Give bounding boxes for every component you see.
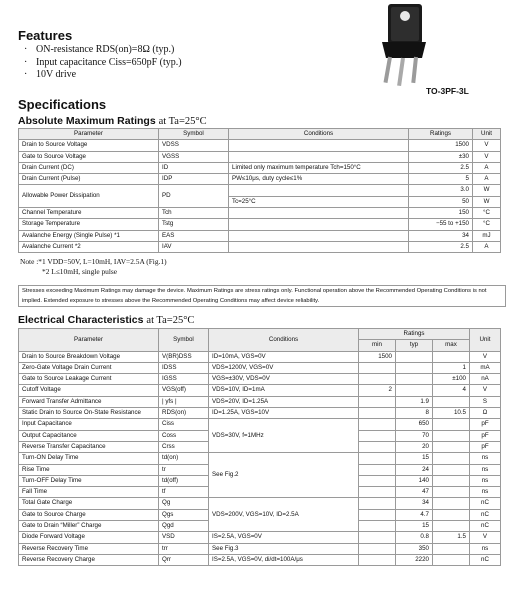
elec-table	[18, 328, 501, 566]
table-row: Turn-ON Delay Time td(on) See Fig.2 15 ns	[19, 453, 501, 464]
table-row: Drain to Source Breakdown Voltage V(BR)DSS ID=10mA, VGS=0V 1500 V	[19, 351, 501, 362]
table-row: Fall Time tf 47 ns	[19, 487, 501, 498]
features-list	[24, 44, 182, 82]
elec-title: Electrical Characteristics at Ta=25°C	[18, 314, 195, 326]
table-row: Reverse Recovery Charge Qrr IS=2.5A, VGS=0V, di/dt=100A/μs 2220 nC	[19, 554, 501, 565]
table-row: Input Capacitance Ciss VDS=30V, f=1MHz 650 pF	[19, 419, 501, 430]
feature-item: · Input capacitance Ciss=650pF (typ.)	[24, 56, 182, 68]
table-row: Gate to Source Leakage Current IGSS VGS=±30V, VDS=0V ±100 nA	[19, 374, 501, 385]
abs-max-table	[18, 128, 501, 253]
table-row: Diode Forward Voltage VSD IS=2.5A, VGS=0V 0.8 1.5 V	[19, 532, 501, 543]
abs-notes: Note :*1 VDD=50V, L=10mH, IAV=2.5A (Fig.1) *2 L≤10mH, single pulse	[20, 257, 167, 276]
table-row: Gate to Drain “Miller” Charge Qgd 15 nC	[19, 521, 501, 532]
table-row: Allowable Power Dissipation PD 3.0 W	[19, 185, 501, 196]
abs-max-title: Absolute Maximum Ratings at Ta=25°C	[18, 115, 207, 127]
features-title: Features	[18, 28, 73, 43]
feature-item: · ON-resistance RDS(on)=8Ω (typ.)	[24, 44, 175, 55]
specifications-title: Specifications	[18, 97, 107, 112]
table-row: Gate to Source Voltage VGSS ±30 V	[19, 151, 501, 162]
disclaimer-box: Stresses exceeding Maximum Ratings may damage the device. Maximum Ratings are stress ratings only. Functional operation above the Recommended Operating Conditions is not implied. Extended exposure to stresses above the Recommended Operating Conditions may affect device reliability.	[18, 285, 506, 307]
table-row: Zero-Gate Voltage Drain Current IDSS VDS=1200V, VGS=0V 1 mA	[19, 362, 501, 373]
table-header-row: Parameter Symbol Conditions Ratings Unit	[19, 329, 501, 340]
table-row: Rise Time tr 24 ns	[19, 464, 501, 475]
table-row: Reverse Recovery Time trr See Fig.3 350 ns	[19, 543, 501, 554]
feature-item: · 10V drive	[24, 69, 77, 80]
table-row: Total Gate Charge Qg VDS=200V, VGS=10V, ID=2.5A 34 nC	[19, 498, 501, 509]
table-row: Forward Transfer Admittance | yfs | VDS=20V, ID=1.25A 1.9 S	[19, 396, 501, 407]
table-row: Static Drain to Source On-State Resistance RDS(on) ID=1.25A, VGS=10V 8 10.5 Ω	[19, 408, 501, 419]
table-row: Gate to Source Charge Qgs 4.7 nC	[19, 509, 501, 520]
table-row: Turn-OFF Delay Time td(off) 140 ns	[19, 475, 501, 486]
table-row: Cutoff Voltage VGS(off) VDS=10V, ID=1mA 2 4 V	[19, 385, 501, 396]
table-row: Drain Current (DC) ID Limited only maximum temperature Tch=150°C 2.5 A	[19, 162, 501, 173]
table-row: Drain Current (Pulse) IDP PW≤10μs, duty cycle≤1% 5 A	[19, 174, 501, 185]
table-row: Storage Temperature Tstg −55 to +150 °C	[19, 219, 501, 230]
table-row: Avalanche Energy (Single Pulse) *1 EAS 34 mJ	[19, 230, 501, 241]
table-row: Output Capacitance Coss 70 pF	[19, 430, 501, 441]
package-image	[368, 2, 438, 92]
table-header-row: Parameter Symbol Conditions Ratings Unit	[19, 129, 501, 140]
table-header-row: min typ max	[19, 340, 501, 351]
table-row: Drain to Source Voltage VDSS 1500 V	[19, 140, 501, 151]
table-row: Reverse Transfer Capacitance Crss 20 pF	[19, 441, 501, 452]
table-row: Channel Temperature Tch 150 °C	[19, 208, 501, 219]
table-row: Tc=25°C 50 W	[19, 196, 501, 207]
package-name: TO-3PF-3L	[426, 86, 469, 96]
table-row: Avalanche Current *2 IAV 2.5 A	[19, 241, 501, 252]
